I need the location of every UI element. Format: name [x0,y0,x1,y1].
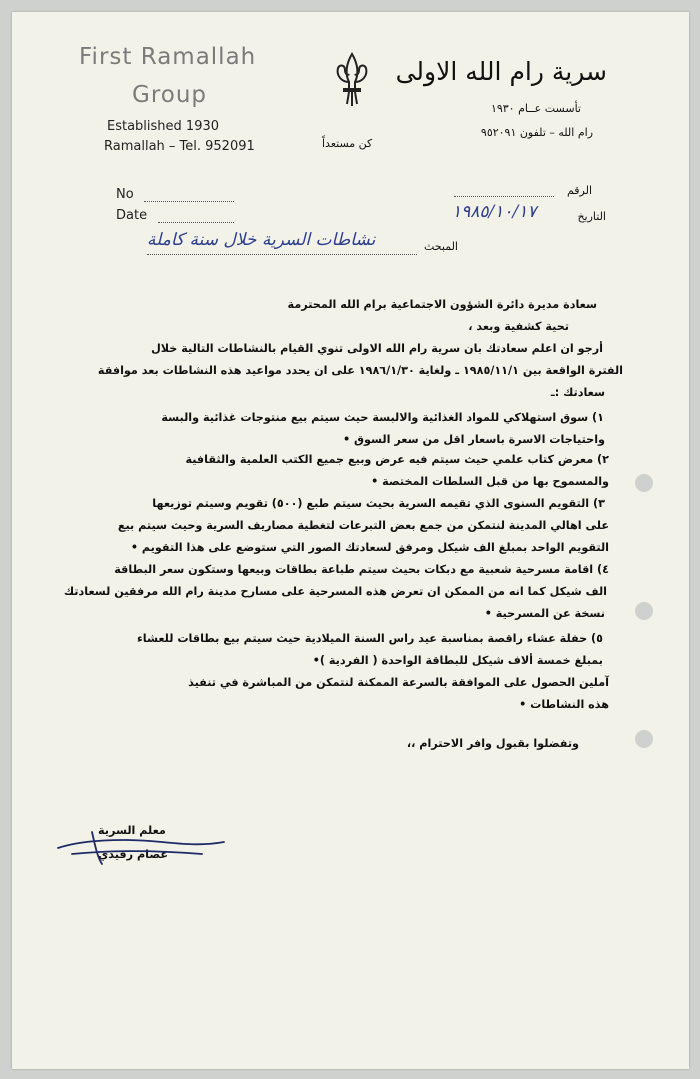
english-established: Established 1930 [107,119,220,134]
arabic-established: تأسست عــام ١٩٣٠ [490,102,581,115]
handwritten-subject: نشاطات السرية خلال سنة كاملة [147,230,376,250]
body-line: ٤) اقامة مسرحية شعبية مع دبكات بحيث سيتم طباعة بطاقات وبيعها وستكون سعر البطاقة [114,563,609,576]
arabic-subject-label: المبحث [424,240,458,253]
body-line: ٢) معرض كتاب علمي حيث سيتم فيه عرض وبيع جميع الكتب العلمية والثقافية [185,453,609,466]
body-line: بمبلغ خمسة ألاف شيكل للبطاقة الواحدة ( الفردية )• [312,654,603,667]
date-label: Date [116,208,148,223]
signature-title: معلم السرية [98,824,166,837]
body-line: ٥) حفلة عشاء راقصة بمناسبة عيد راس السنة الميلادية حيث سيتم بيع بطاقات للعشاء [137,632,603,645]
punch-hole-top [635,474,653,492]
subject-underline [147,254,417,255]
body-line: نسخة عن المسرحية • [484,607,605,620]
arabic-date-label: التاريخ [577,210,606,223]
body-line: هذه النشاطات • [519,698,609,711]
no-field [144,201,234,202]
english-title-line-1: First Ramallah [79,44,257,70]
motto: كن مستعداً [322,137,373,150]
arabic-title: سرية رام الله الاولى [395,57,607,86]
letter-page [12,12,689,1069]
body-line: الف شيكل كما انه من الممكن ان تعرض هذه المسرحية على مسارح مدينة رام الله مرفقين لسعادتك [63,585,607,598]
english-contact: Ramallah – Tel. 952091 [104,139,255,154]
arabic-number-label: الرقم [566,184,592,197]
body-line: ٣) التقويم السنوى الذي تقيمه السرية بحيث سيتم طبع (٥٠٠) تقويم وسيتم توزيعها [152,497,605,510]
body-line: على اهالي المدينة لنتمكن من جمع بعض التبرعات لتغطية مصاريف السرية وحيث سيتم بيع [117,519,609,532]
punch-hole-bottom [635,730,653,748]
body-line: أرجو ان اعلم سعادتك بان سرية رام الله الاولى تنوي القيام بالنشاطات التالية خلال [151,342,603,355]
body-line: سعادتك :ـ [550,386,605,399]
fleur-de-lis-icon [334,52,370,110]
body-line: التقويم الواحد بمبلغ الف شيكل ومرفق لسعادتك الصور التي ستوضع على هذا التقويم • [130,541,609,554]
closing-line: وتفضلوا بقبول وافر الاحترام ،، [406,737,579,750]
arabic-number-field [454,196,554,197]
handwritten-date: ١٩٨٥/١٠/١٧ [452,202,537,222]
arabic-contact: رام الله – تلفون ٩٥٢٠٩١ [480,126,593,139]
signature-name: عصام رفيدي [98,848,169,861]
date-field [158,222,234,223]
body-line: ١) سوق استهلاكي للمواد الغذائية والالبسة حيث سيتم بيع منتوجات غذائية والبسة [161,411,604,424]
body-line: آملين الحصول على الموافقة بالسرعة الممكنة لنتمكن من المباشرة في تنفيذ [188,676,609,689]
body-line: الفترة الواقعة بين ١٩٨٥/١١/١ ـ ولغاية ١٩٨٦/١/٣٠ على ان يحدد مواعيد هذه النشاطات بعد موافقة [97,364,623,377]
body-line: تحية كشفية وبعد ، [468,320,569,333]
handwritten-signature [52,820,232,870]
body-line: سعادة مديرة دائرة الشؤون الاجتماعية برام الله المحترمة [287,298,597,311]
no-label: No [116,187,134,202]
body-line: واحتياجات الاسرة باسعار اقل من سعر السوق • [342,433,605,446]
punch-hole-middle [635,602,653,620]
body-line: والمسموح بها من قبل السلطات المختصة • [371,475,609,488]
english-title-line-2: Group [132,82,208,108]
